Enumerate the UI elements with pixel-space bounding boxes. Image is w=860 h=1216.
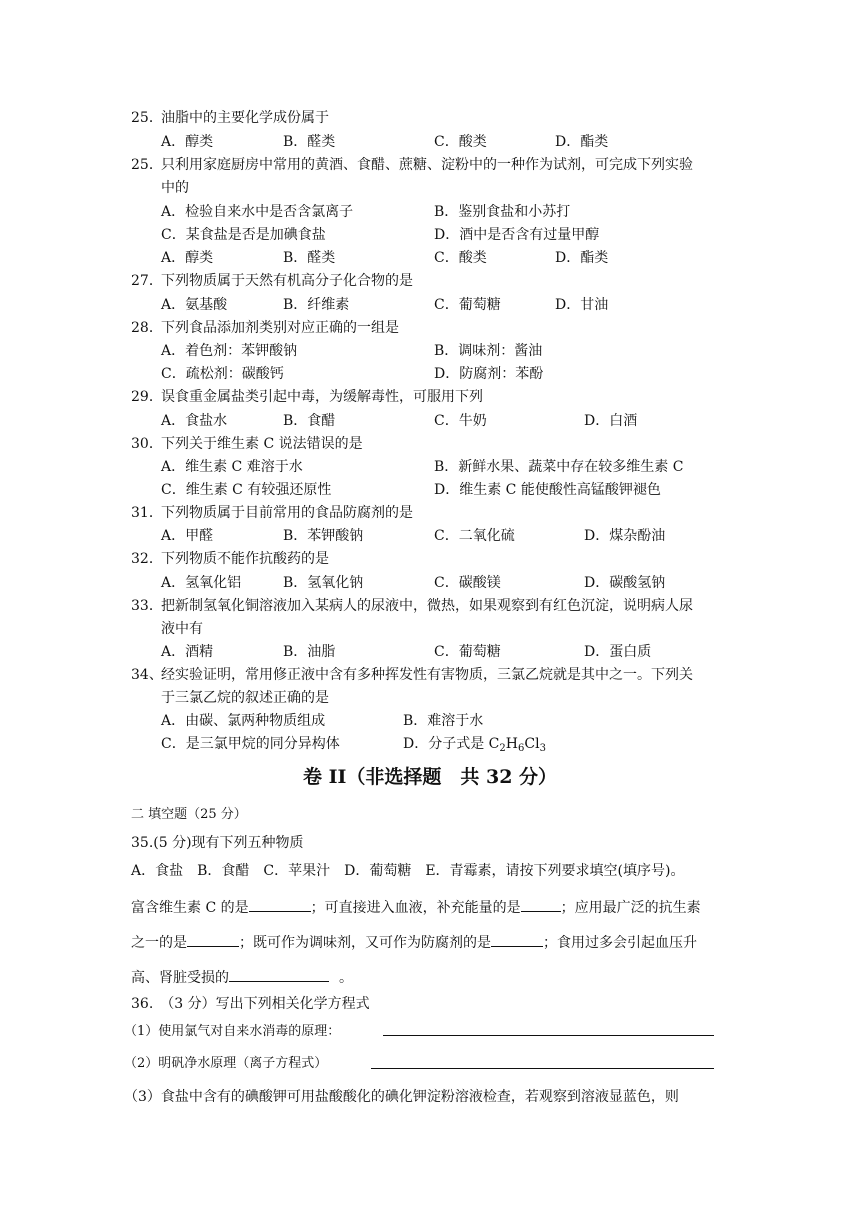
- question-text: 下列食品添加剂类别对应正确的一组是: [161, 320, 399, 336]
- option-b: B．食醋: [283, 413, 336, 429]
- question-text: 油脂中的主要化学成份属于: [161, 110, 329, 126]
- section-title: 卷 II（非选择题 共 32 分）: [302, 766, 558, 788]
- option-c: C．疏松剂：碳酸钙: [161, 366, 284, 382]
- option-c: C．是三氯甲烷的同分异构体: [161, 736, 340, 752]
- option-a: A．醇类: [161, 134, 214, 150]
- question-number: 25．: [131, 110, 163, 126]
- answer-blank[interactable]: [521, 897, 561, 912]
- question-number: 30．: [131, 436, 163, 452]
- option-c: C．葡萄糖: [434, 297, 501, 313]
- question-text: 下列关于维生素 C 说法错误的是: [161, 436, 363, 452]
- question-number: 27．: [131, 273, 163, 289]
- option-d: D．白酒: [584, 413, 638, 429]
- question-text: 经实验证明，常用修正液中含有多种挥发性有害物质，三氯乙烷就是其中之一。下列关: [161, 667, 693, 683]
- q35-line2: [131, 932, 697, 952]
- q36-heading: 36. （3 分）写出下列相关化学方程式: [131, 996, 370, 1012]
- option-d: D．酒中是否含有过量甲醇: [434, 227, 600, 243]
- option-d: D．碳酸氢钠: [584, 575, 666, 591]
- question-text: 误食重金属盐类引起中毒，为缓解毒性，可服用下列: [161, 389, 483, 405]
- option-a: A．氨基酸: [161, 297, 228, 313]
- option-b: B．难溶于水: [403, 713, 484, 729]
- option-c: C．二氧化硫: [434, 528, 515, 544]
- option-b: B．氢氧化钠: [283, 575, 364, 591]
- option-b: B．醛类: [283, 250, 336, 266]
- option-c: C．某食盐是否是加碘食盐: [161, 227, 326, 243]
- option-b: B．调味剂：酱油: [434, 343, 543, 359]
- option-a: A．食盐水: [161, 413, 228, 429]
- option-b: B．油脂: [283, 644, 336, 660]
- option-c: C．酸类: [434, 134, 487, 150]
- option-b: B．苯钾酸钠: [283, 528, 364, 544]
- question-number: 32．: [131, 551, 163, 567]
- q36-sub2: （2）明矾净水原理（离子方程式）: [124, 1056, 328, 1071]
- question-text: 下列物质不能作抗酸药的是: [161, 551, 329, 567]
- question-number: 34、: [131, 667, 163, 683]
- option-a: A．由碳、氯两种物质组成: [161, 713, 326, 729]
- option-c: C．牛奶: [434, 413, 487, 429]
- option-c: C．酸类: [434, 250, 487, 266]
- answer-blank[interactable]: [249, 897, 311, 912]
- answer-blank[interactable]: [491, 932, 543, 947]
- answer-blank[interactable]: [229, 967, 329, 982]
- option-b: B．醛类: [283, 134, 336, 150]
- option-d: D．煤杂酚油: [584, 528, 666, 544]
- question-text: 把新制氢氧化铜溶液加入某病人的尿液中，微热，如果观察到有红色沉淀，说明病人尿: [161, 598, 693, 614]
- option-d: D．蛋白质: [584, 644, 652, 660]
- question-text-cont: 液中有: [161, 621, 203, 637]
- question-text: 下列物质属于天然有机高分子化合物的是: [161, 273, 413, 289]
- q36-sub1: （1）使用氯气对自来水消毒的原理：: [124, 1024, 341, 1039]
- q35-text: 。: [339, 970, 353, 986]
- q36-sub3: （3）食盐中含有的碘酸钾可用盐酸酸化的碘化钾淀粉溶液检查，若观察到溶液显蓝色，则: [124, 1089, 679, 1105]
- question-number: 29．: [131, 389, 163, 405]
- option-d: D．酯类: [555, 250, 609, 266]
- q35-text: ；应用最广泛的抗生素: [560, 900, 701, 916]
- question-number: 33．: [131, 598, 163, 614]
- option-c: C．维生素 C 有较强还原性: [161, 482, 332, 498]
- question-number: 31．: [131, 505, 163, 521]
- q35-text: ；既可作为调味剂，又可作为防腐剂的是: [239, 935, 491, 951]
- option-a: A．维生素 C 难溶于水: [161, 459, 303, 475]
- answer-blank[interactable]: [187, 932, 239, 947]
- option-d-formula: D．分子式是 $C_2H_6Cl_3$: [403, 736, 546, 754]
- question-number: 25．: [131, 157, 163, 173]
- q35-text: ；可直接进入血液，补充能量的是: [310, 900, 521, 916]
- q35-line1: [131, 897, 701, 917]
- option-d: D．甘油: [555, 297, 609, 313]
- option-d: D．防腐剂：苯酚: [434, 366, 544, 382]
- option-a: A．检验自来水中是否含氯离子: [161, 204, 354, 220]
- question-text-cont: 于三氯乙烷的叙述正确的是: [161, 690, 329, 706]
- option-b: B．新鲜水果、蔬菜中存在较多维生素 C: [434, 459, 684, 475]
- q35-text: ；食用过多会引起血压升: [543, 935, 697, 951]
- q35-text: 高、肾脏受损的: [131, 970, 229, 986]
- question-text: 下列物质属于目前常用的食品防腐剂的是: [161, 505, 413, 521]
- answer-line[interactable]: [383, 1035, 714, 1036]
- option-c: C．碳酸镁: [434, 575, 501, 591]
- option-a: A．甲醛: [161, 528, 214, 544]
- option-c: C．葡萄糖: [434, 644, 501, 660]
- q35-items: A．食盐 B．食醋 C．苹果汁 D．葡萄糖 E．青霉素，请按下列要求填空(填序号)。: [131, 863, 685, 879]
- question-text: 只利用家庭厨房中常用的黄酒、食醋、蔗糖、淀粉中的一种作为试剂，可完成下列实验: [161, 157, 693, 173]
- q35-text: 富含维生素 C 的是: [131, 900, 249, 916]
- option-a: A．醇类: [161, 250, 214, 266]
- q35-text: 之一的是: [131, 935, 187, 951]
- option-a: A．氢氧化铝: [161, 575, 242, 591]
- option-b: B．纤维素: [283, 297, 350, 313]
- option-d: D．维生素 C 能使酸性高锰酸钾褪色: [434, 482, 661, 498]
- question-text-cont: 中的: [161, 180, 189, 196]
- q35-line3: [131, 967, 353, 987]
- answer-line[interactable]: [371, 1068, 714, 1069]
- option-d: D．酯类: [555, 134, 609, 150]
- option-b: B．鉴别食盐和小苏打: [434, 204, 571, 220]
- option-a: A．着色剂：苯钾酸钠: [161, 343, 298, 359]
- question-number: 28．: [131, 320, 163, 336]
- q35-heading: 35.(5 分)现有下列五种物质: [131, 835, 304, 851]
- option-a: A．酒精: [161, 644, 214, 660]
- part-heading: 二 填空题（25 分）: [131, 807, 247, 822]
